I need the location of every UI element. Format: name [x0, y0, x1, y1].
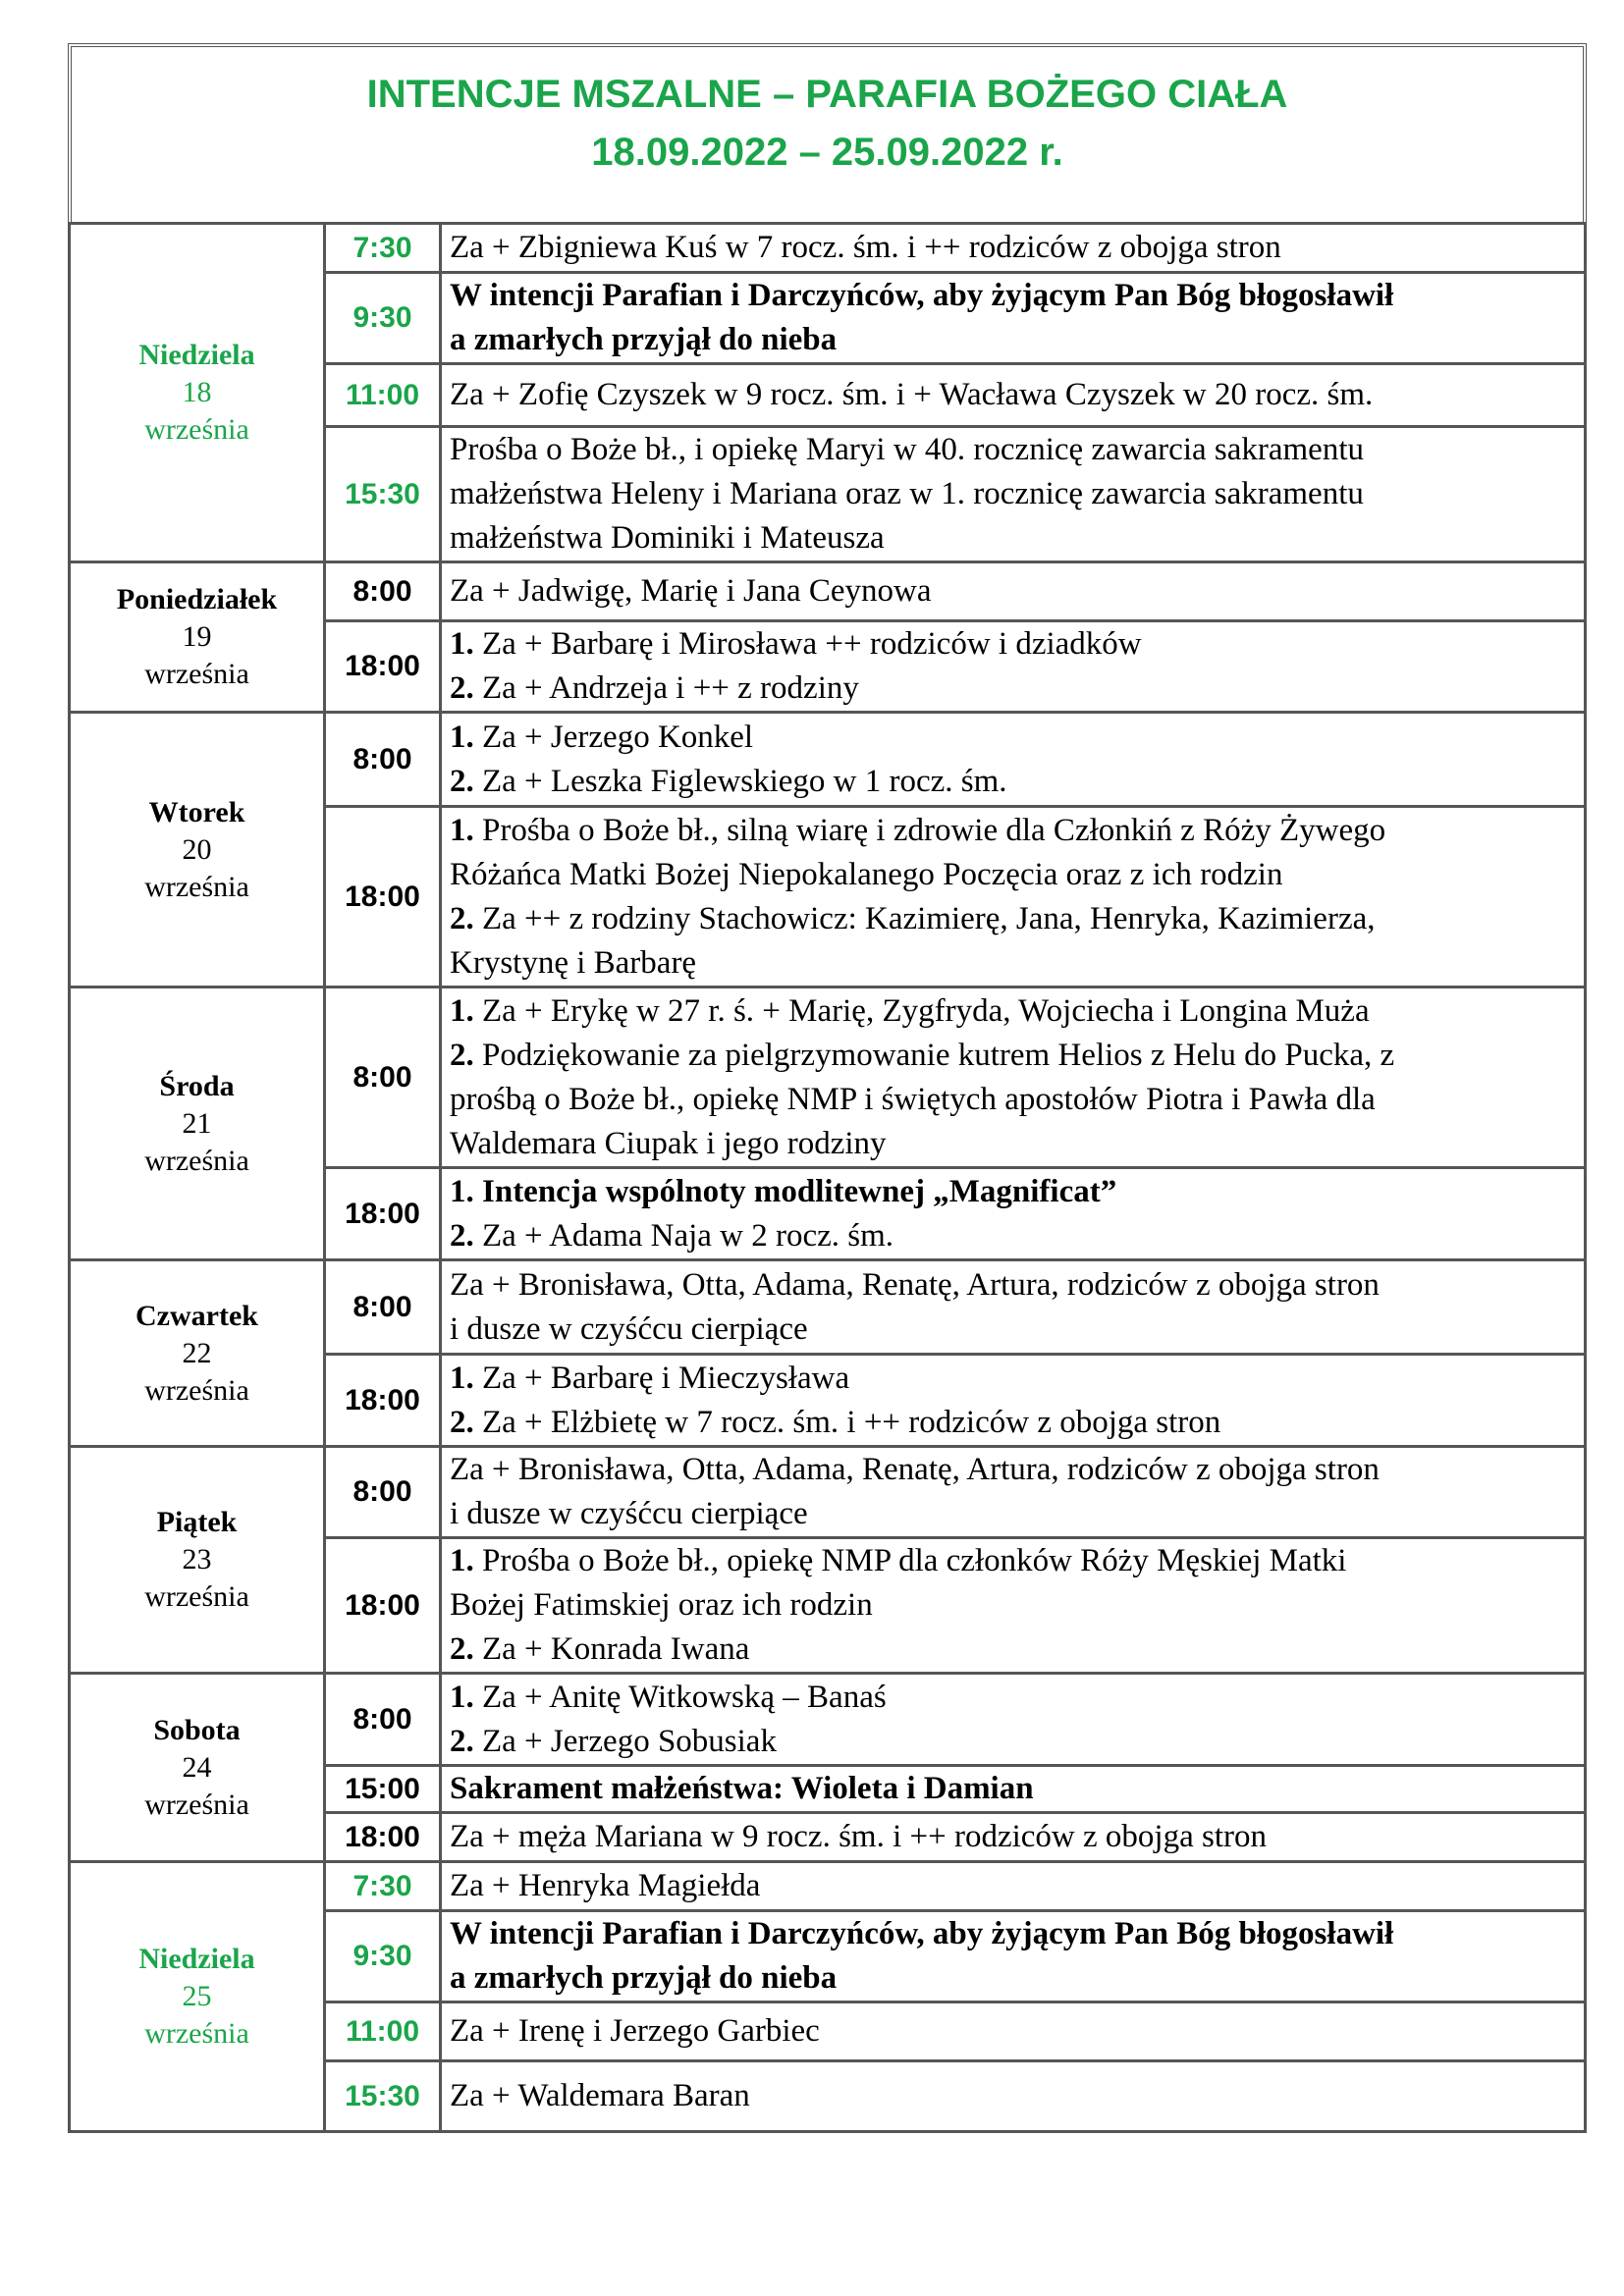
day-month: września	[144, 413, 249, 446]
intention-text: Za + Jadwigę, Marię i Jana Ceynowa	[450, 573, 932, 609]
intention-line	[450, 373, 1576, 417]
intention-number: 1.	[450, 1543, 474, 1578]
intention-text: Za + Zofię Czyszek w 9 rocz. śm. i + Wacława Czyszek w 20 rocz. śm.	[450, 377, 1374, 412]
intention-line	[450, 853, 1576, 897]
intention-line	[450, 716, 1576, 760]
mass-time: 7:30	[325, 224, 441, 273]
mass-intention	[441, 364, 1586, 427]
intention-line	[450, 1214, 1576, 1258]
intention-line	[450, 1583, 1576, 1628]
mass-intention	[441, 562, 1586, 621]
intention-number: 2.	[450, 1217, 474, 1254]
intention-text: małżeństwa Dominiki i Mateusza	[450, 520, 885, 556]
intention-line	[450, 897, 1576, 941]
intention-text: i dusze w czyśćcu cierpiące	[450, 1496, 808, 1531]
mass-time: 15:00	[325, 1766, 441, 1813]
mass-row	[70, 562, 1586, 621]
header	[68, 43, 1587, 222]
day-month: września	[144, 658, 249, 690]
intention-line	[450, 428, 1576, 472]
mass-row	[70, 1862, 1586, 1911]
mass-intention	[441, 2061, 1586, 2132]
mass-time: 9:30	[325, 273, 441, 364]
day-number: 21	[182, 1106, 212, 1140]
mass-intention	[441, 713, 1586, 807]
intention-line	[450, 667, 1576, 711]
intention-line	[450, 516, 1576, 561]
day-month: września	[144, 1788, 249, 1821]
intention-line	[450, 809, 1576, 853]
mass-row	[70, 713, 1586, 807]
intention-line	[450, 1628, 1576, 1672]
intention-line	[450, 472, 1576, 516]
mass-row	[70, 1260, 1586, 1355]
intention-number: 1.	[450, 1173, 474, 1209]
intention-line	[450, 1263, 1576, 1308]
mass-time: 8:00	[325, 1260, 441, 1355]
intention-number: 2.	[450, 763, 474, 799]
intentions-table	[68, 222, 1587, 2133]
intention-number: 1.	[450, 1679, 474, 1715]
intention-text: Za + Erykę w 27 r. ś. + Marię, Zygfryda, Wojciecha i Longina Muża	[473, 992, 1370, 1029]
mass-intention	[441, 1260, 1586, 1355]
mass-intention	[441, 1911, 1586, 2002]
mass-intention	[441, 1674, 1586, 1766]
intention-line	[450, 1864, 1576, 1908]
intention-line	[450, 2009, 1576, 2054]
intention-number: 2.	[450, 1631, 474, 1667]
intention-text: Za + Konrada Iwana	[473, 1631, 750, 1667]
intention-line	[450, 1912, 1576, 1956]
intention-text: a zmarłych przyjął do nieba	[450, 322, 838, 357]
intention-line	[450, 1034, 1576, 1078]
intention-text: Prośba o Boże bł., i opiekę Maryi w 40. rocznicę zawarcia sakramentu	[450, 432, 1364, 467]
mass-row	[70, 1674, 1586, 1766]
intention-text: Za + Barbarę i Mirosława ++ rodziców i dziadków	[473, 626, 1142, 662]
intention-line	[450, 1357, 1576, 1401]
intention-line	[450, 622, 1576, 667]
intention-line	[450, 1078, 1576, 1122]
day-number: 20	[182, 832, 212, 866]
mass-intention	[441, 224, 1586, 273]
mass-intention	[441, 1813, 1586, 1862]
intention-text: W intencji Parafian i Darczyńców, aby żyjącym Pan Bóg błogosławił	[450, 278, 1394, 313]
intention-line	[450, 226, 1576, 270]
day-cell	[70, 988, 325, 1260]
day-name: Niedziela	[138, 339, 255, 371]
intention-number: 1.	[450, 812, 474, 848]
mass-time: 8:00	[325, 1674, 441, 1766]
day-number: 18	[182, 376, 212, 408]
day-month: września	[144, 1373, 249, 1407]
day-name: Czwartek	[135, 1299, 258, 1332]
mass-row	[70, 1447, 1586, 1538]
mass-time: 18:00	[325, 1168, 441, 1260]
intention-line	[450, 989, 1576, 1034]
mass-time: 7:30	[325, 1862, 441, 1911]
intention-number: 1.	[450, 1360, 474, 1396]
intention-line	[450, 1170, 1576, 1214]
intention-line	[450, 1308, 1576, 1352]
day-month: września	[144, 870, 249, 903]
intention-line	[450, 1720, 1576, 1764]
intention-text: Krystynę i Barbarę	[450, 944, 697, 981]
day-cell	[70, 713, 325, 988]
mass-intention	[441, 2002, 1586, 2061]
intention-text: Za + Andrzeja i ++ z rodziny	[473, 670, 859, 706]
intention-number: 2.	[450, 1037, 474, 1073]
intention-text: Za + męża Mariana w 9 rocz. śm. i ++ rodziców z obojga stron	[450, 1819, 1267, 1854]
mass-time: 18:00	[325, 807, 441, 988]
intention-line	[450, 760, 1576, 804]
intention-number: 1.	[450, 719, 474, 755]
intention-text: Sakrament małżeństwa: Wioleta i Damian	[450, 1771, 1034, 1806]
intention-text: a zmarłych przyjął do nieba	[450, 1960, 838, 1996]
intention-number: 1.	[450, 626, 474, 662]
day-name: Poniedziałek	[116, 583, 278, 615]
intention-text: Różańca Matki Bożej Niepokalanego Poczęcia oraz z ich rodzin	[450, 856, 1283, 892]
mass-time: 8:00	[325, 713, 441, 807]
intention-line	[450, 1815, 1576, 1859]
intention-text: Prośba o Boże bł., opiekę NMP dla członków Róży Męskiej Matki	[473, 1543, 1347, 1578]
day-cell	[70, 224, 325, 562]
day-name: Środa	[159, 1069, 235, 1102]
mass-intention	[441, 1447, 1586, 1538]
intention-line	[450, 569, 1576, 614]
day-name: Wtorek	[148, 795, 245, 828]
intention-text: Za + Elżbietę w 7 rocz. śm. i ++ rodziców z obojga stron	[473, 1404, 1221, 1440]
intentions-page	[68, 43, 1587, 2133]
intention-number: 2.	[450, 1723, 474, 1759]
intention-line	[450, 1676, 1576, 1720]
intention-number: 1.	[450, 992, 474, 1029]
intention-text: Za + Jerzego Sobusiak	[473, 1723, 777, 1759]
intention-line	[450, 1956, 1576, 2001]
mass-time: 11:00	[325, 2002, 441, 2061]
mass-intention	[441, 273, 1586, 364]
intention-line	[450, 318, 1576, 362]
day-month: września	[144, 1580, 249, 1613]
intention-text: Za + Adama Naja w 2 rocz. śm.	[473, 1217, 894, 1254]
intention-text: i dusze w czyśćcu cierpiące	[450, 1310, 808, 1347]
mass-intention	[441, 1862, 1586, 1911]
intention-line	[450, 1767, 1576, 1811]
day-month: września	[144, 1144, 249, 1177]
mass-time: 18:00	[325, 1355, 441, 1447]
intention-number: 2.	[450, 1404, 474, 1440]
intention-line	[450, 941, 1576, 986]
mass-time: 18:00	[325, 621, 441, 713]
mass-time: 8:00	[325, 988, 441, 1168]
intention-text: Podziękowanie za pielgrzymowanie kutrem Helios z Helu do Pucka, z	[473, 1037, 1395, 1073]
day-name: Sobota	[153, 1713, 241, 1746]
day-name: Piątek	[156, 1506, 238, 1538]
intention-line	[450, 1448, 1576, 1492]
intention-line	[450, 1401, 1576, 1445]
day-number: 24	[182, 1750, 212, 1784]
intention-text: Za + Bronisława, Otta, Adama, Renatę, Artura, rodziców z obojga stron	[450, 1452, 1380, 1487]
day-cell	[70, 1674, 325, 1862]
intention-text: Za + Waldemara Baran	[450, 2078, 750, 2113]
day-cell	[70, 1260, 325, 1447]
intention-text: Za + Irenę i Jerzego Garbiec	[450, 2013, 820, 2049]
intention-text: Za + Anitę Witkowską – Banaś	[473, 1679, 887, 1715]
intention-text: Za + Zbigniewa Kuś w 7 rocz. śm. i ++ rodziców z obojga stron	[450, 230, 1281, 265]
mass-row	[70, 988, 1586, 1168]
mass-time: 8:00	[325, 1447, 441, 1538]
day-number: 19	[182, 620, 212, 653]
mass-intention	[441, 807, 1586, 988]
day-number: 23	[182, 1543, 212, 1575]
day-number: 25	[182, 1980, 212, 2012]
mass-time: 11:00	[325, 364, 441, 427]
day-month: września	[144, 2017, 249, 2050]
intention-number: 2.	[450, 900, 474, 936]
intention-line	[450, 2074, 1576, 2118]
mass-time: 9:30	[325, 1911, 441, 2002]
intention-text: Za + Bronisława, Otta, Adama, Renatę, Artura, rodziców z obojga stron	[450, 1266, 1380, 1303]
mass-intention	[441, 621, 1586, 713]
intention-line	[450, 274, 1576, 318]
intention-text: prośbą o Boże bł., opiekę NMP i świętych apostołów Piotra i Pawła dla	[450, 1081, 1376, 1117]
intention-text: Intencja wspólnoty modlitewnej „Magnificat”	[473, 1173, 1117, 1209]
intention-text: Za ++ z rodziny Stachowicz: Kazimierę, Jana, Henryka, Kazimierza,	[473, 900, 1376, 936]
day-cell	[70, 562, 325, 713]
mass-time: 18:00	[325, 1813, 441, 1862]
mass-intention	[441, 988, 1586, 1168]
intention-text: Za + Leszka Figlewskiego w 1 rocz. śm.	[473, 763, 1007, 799]
intention-line	[450, 1492, 1576, 1536]
mass-row	[70, 224, 1586, 273]
intention-text: Prośba o Boże bł., silną wiarę i zdrowie dla Członkiń z Róży Żywego	[473, 812, 1386, 848]
mass-intention	[441, 1766, 1586, 1813]
intention-line	[450, 1122, 1576, 1166]
day-number: 22	[182, 1336, 212, 1369]
mass-time: 15:30	[325, 2061, 441, 2132]
intention-text: Bożej Fatimskiej oraz ich rodzin	[450, 1587, 873, 1623]
mass-time: 15:30	[325, 427, 441, 562]
intention-line	[450, 1539, 1576, 1583]
day-name: Niedziela	[138, 1943, 255, 1975]
day-cell	[70, 1447, 325, 1674]
page-title: INTENCJE MSZALNE – PARAFIA BOŻEGO CIAŁA	[366, 73, 1288, 116]
mass-intention	[441, 427, 1586, 562]
intention-number: 2.	[450, 670, 474, 706]
mass-intention	[441, 1355, 1586, 1447]
intention-text: Za + Henryka Magiełda	[450, 1868, 761, 1903]
intention-text: Waldemara Ciupak i jego rodziny	[450, 1125, 887, 1161]
intention-text: Za + Jerzego Konkel	[473, 719, 754, 755]
intention-text: małżeństwa Heleny i Mariana oraz w 1. rocznicę zawarcia sakramentu	[450, 476, 1364, 511]
intention-text: W intencji Parafian i Darczyńców, aby żyjącym Pan Bóg błogosławił	[450, 1916, 1394, 1951]
intention-text: Za + Barbarę i Mieczysława	[473, 1360, 850, 1396]
day-cell	[70, 1862, 325, 2132]
mass-time: 18:00	[325, 1538, 441, 1674]
mass-time: 8:00	[325, 562, 441, 621]
mass-intention	[441, 1168, 1586, 1260]
date-range: 18.09.2022 – 25.09.2022 r.	[591, 131, 1063, 174]
mass-intention	[441, 1538, 1586, 1674]
